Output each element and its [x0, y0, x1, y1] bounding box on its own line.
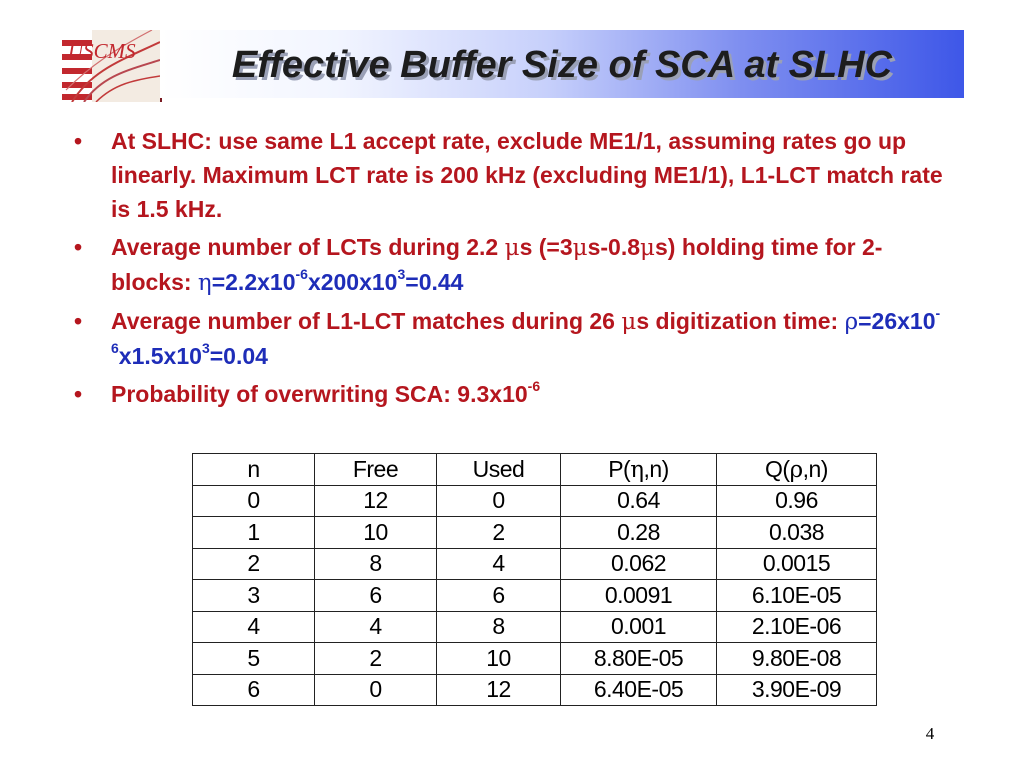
formula-text: x200x10: [307, 269, 398, 295]
header-text: ,n): [802, 455, 828, 482]
cell-n: 3: [193, 580, 315, 612]
cell-q: 0.038: [717, 517, 877, 549]
bullet-dot-icon: •: [74, 234, 83, 260]
cell-n: 0: [193, 485, 315, 517]
bullet-text: Average number of LCTs during 2.2: [111, 234, 505, 260]
formula-text: =26x10: [858, 308, 936, 334]
cell-q: 9.80E-08: [717, 643, 877, 675]
table-row: [193, 548, 877, 580]
probability-exponent: -6: [527, 378, 541, 395]
cell-used: 2: [437, 517, 561, 549]
cell-free: 0: [315, 674, 437, 706]
bullet-list: [74, 124, 954, 415]
cell-q: 2.10E-06: [717, 611, 877, 643]
bullet-dot-icon: •: [74, 381, 83, 407]
bullet-item: [74, 377, 954, 411]
rho-symbol: ρ: [789, 456, 803, 483]
eta-symbol: η: [630, 456, 644, 483]
cell-p: 0.64: [561, 485, 717, 517]
cell-p: 0.28: [561, 517, 717, 549]
table-header-row: [193, 454, 877, 486]
uscms-logo-graphic: [62, 30, 160, 102]
bullet-text: Probability of overwriting SCA: 9.3x10: [111, 381, 528, 407]
table-row: [193, 517, 877, 549]
header-free: Free: [315, 454, 437, 486]
bullet-text: At SLHC: use same L1 accept rate, exclude ME1/1, assuming rates go up linearly. Maximum LCT rate is 200 kHz (excluding ME1/1), L1-LCT match rate is 1.5 kHz.: [111, 128, 943, 222]
formula-text: =0.44: [405, 269, 464, 295]
table-row: [193, 580, 877, 612]
header-text: P(: [608, 455, 631, 482]
eta-formula: [197, 266, 464, 296]
bullet-dot-icon: •: [74, 128, 83, 154]
cell-q: 0.0015: [717, 548, 877, 580]
cell-used: 4: [437, 548, 561, 580]
bullet-item: [74, 304, 954, 373]
cell-q: 3.90E-09: [717, 674, 877, 706]
formula-exponent: -6: [295, 266, 308, 283]
header-text: Q(: [765, 455, 790, 482]
bullet-text: Average number of L1-LCT matches during 26: [111, 308, 622, 334]
cell-used: 0: [437, 485, 561, 517]
mu-symbol: μ: [621, 309, 637, 335]
formula-exponent: 3: [201, 340, 210, 357]
cell-free: 2: [315, 643, 437, 675]
cell-used: 12: [437, 674, 561, 706]
cell-n: 4: [193, 611, 315, 643]
rho-symbol: ρ: [844, 309, 859, 335]
bullet-item: [74, 124, 954, 226]
formula-exponent: -6: [111, 305, 941, 357]
cell-free: 8: [315, 548, 437, 580]
eta-symbol: η: [197, 270, 212, 296]
header-text: ,n): [643, 455, 669, 482]
probability-table: [192, 453, 877, 706]
cell-q: 6.10E-05: [717, 580, 877, 612]
cell-p: 8.80E-05: [561, 643, 717, 675]
cell-n: 2: [193, 548, 315, 580]
bullet-item: [74, 230, 954, 300]
cell-free: 10: [315, 517, 437, 549]
cell-q: 0.96: [717, 485, 877, 517]
cell-free: 6: [315, 580, 437, 612]
header-n: n: [193, 454, 315, 486]
bullet-dot-icon: •: [74, 308, 83, 334]
cell-used: 8: [437, 611, 561, 643]
bullet-text: s (=3: [519, 234, 573, 260]
formula-exponent: 3: [397, 266, 406, 283]
table-row: [193, 485, 877, 517]
bullet-text: s) holding time for 2-blocks:: [111, 234, 883, 295]
cell-p: 0.0091: [561, 580, 717, 612]
header-p: [561, 454, 717, 486]
mu-symbol: μ: [572, 235, 588, 261]
cell-n: 5: [193, 643, 315, 675]
table-row: [193, 611, 877, 643]
page-number: 4: [925, 724, 935, 743]
table-row: [193, 674, 877, 706]
cell-n: 6: [193, 674, 315, 706]
slide-title: Effective Buffer Size of SCA at SLHC: [231, 44, 893, 86]
formula-text: =2.2x10: [211, 269, 296, 295]
cell-p: 6.40E-05: [561, 674, 717, 706]
uscms-logo: [62, 30, 162, 102]
table-row: [193, 643, 877, 675]
mu-symbol: μ: [640, 235, 655, 261]
cell-used: 6: [437, 580, 561, 612]
bullet-text: s-0.8: [587, 234, 641, 260]
cell-free: 4: [315, 611, 437, 643]
cell-used: 10: [437, 643, 561, 675]
formula-text: =0.04: [209, 343, 268, 369]
header-used: Used: [437, 454, 561, 486]
title-bar: [160, 30, 964, 98]
bullet-text: s digitization time:: [636, 308, 845, 334]
cell-n: 1: [193, 517, 315, 549]
logo-text: USCMS: [68, 39, 136, 63]
mu-symbol: μ: [504, 235, 520, 261]
formula-text: x1.5x10: [118, 343, 202, 369]
cell-p: 0.001: [561, 611, 717, 643]
cell-free: 12: [315, 485, 437, 517]
header-q: [717, 454, 877, 486]
cell-p: 0.062: [561, 548, 717, 580]
